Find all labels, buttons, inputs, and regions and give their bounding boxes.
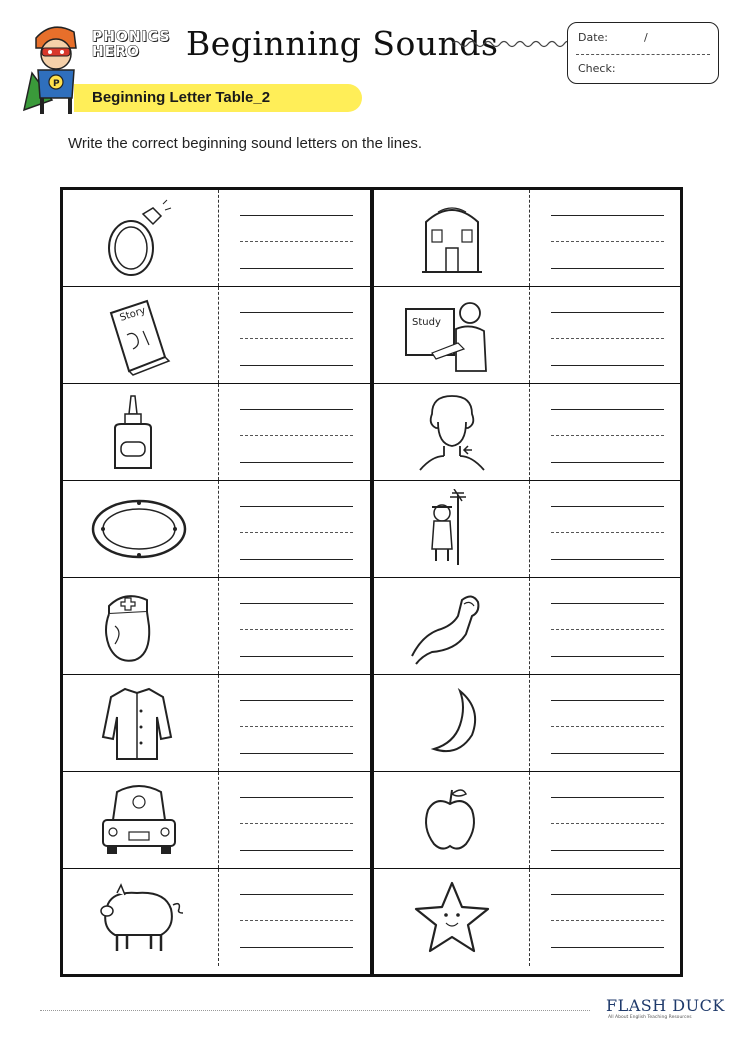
svg-text:Study: Study (412, 317, 441, 328)
chimney-sweep-icon (402, 489, 502, 571)
flash-duck-logo (606, 996, 726, 1024)
star-icon (402, 877, 502, 959)
middle-writing-line[interactable] (551, 241, 664, 242)
row-separator (218, 675, 219, 771)
row-separator (218, 578, 219, 674)
house-icon (402, 198, 502, 280)
top-writing-line[interactable] (551, 409, 664, 410)
check-label: Check: (578, 62, 616, 75)
glue-icon (91, 392, 191, 474)
table-row (63, 287, 370, 384)
apple-icon (402, 780, 502, 862)
base-writing-line[interactable] (551, 753, 664, 754)
right-column (374, 190, 681, 974)
top-writing-line[interactable] (240, 215, 353, 216)
table-row (374, 578, 681, 675)
table-row (63, 481, 370, 578)
top-writing-line[interactable] (240, 603, 353, 604)
top-writing-line[interactable] (551, 700, 664, 701)
base-writing-line[interactable] (240, 753, 353, 754)
ring-icon (91, 198, 191, 280)
middle-writing-line[interactable] (240, 629, 353, 630)
table-row (63, 675, 370, 772)
date-check-box (567, 22, 719, 84)
nurse-icon (91, 586, 191, 668)
table-row (63, 772, 370, 869)
taxi-icon (91, 780, 191, 862)
squiggle-decoration-icon (452, 38, 568, 50)
middle-writing-line[interactable] (551, 435, 664, 436)
footer-dotted-line (40, 1010, 590, 1011)
top-writing-line[interactable] (551, 894, 664, 895)
row-separator (529, 869, 530, 966)
table-row (374, 287, 681, 384)
base-writing-line[interactable] (240, 656, 353, 657)
storybook-icon (91, 295, 191, 377)
middle-writing-line[interactable] (240, 241, 353, 242)
row-separator (218, 772, 219, 868)
teacher-icon (402, 295, 502, 377)
row-separator (218, 190, 219, 286)
instruction-text: Write the correct beginning sound letters on the lines. (68, 135, 423, 152)
top-writing-line[interactable] (551, 506, 664, 507)
logo-tagline: All About English Teaching Resources (608, 1015, 692, 1020)
base-writing-line[interactable] (240, 559, 353, 560)
top-writing-line[interactable] (551, 312, 664, 313)
top-writing-line[interactable] (551, 603, 664, 604)
base-writing-line[interactable] (240, 462, 353, 463)
subtitle-text: Beginning Letter Table_2 (92, 89, 271, 106)
table-row (63, 190, 370, 287)
row-separator (218, 481, 219, 577)
middle-writing-line[interactable] (240, 726, 353, 727)
base-writing-line[interactable] (551, 656, 664, 657)
row-separator (529, 675, 530, 771)
middle-writing-line[interactable] (551, 338, 664, 339)
worksheet-title: Beginning Sounds (186, 24, 499, 63)
date-divider (576, 54, 710, 55)
neck-icon (402, 392, 502, 474)
base-writing-line[interactable] (551, 947, 664, 948)
top-writing-line[interactable] (240, 894, 353, 895)
table-row (374, 675, 681, 772)
table-row (374, 384, 681, 481)
middle-writing-line[interactable] (551, 532, 664, 533)
subtitle-banner (74, 84, 362, 112)
row-separator (529, 481, 530, 577)
row-separator (218, 384, 219, 480)
top-writing-line[interactable] (240, 506, 353, 507)
middle-writing-line[interactable] (551, 920, 664, 921)
base-writing-line[interactable] (551, 365, 664, 366)
middle-writing-line[interactable] (240, 823, 353, 824)
table-row (374, 772, 681, 869)
top-writing-line[interactable] (551, 215, 664, 216)
pig-icon (91, 877, 191, 959)
base-writing-line[interactable] (551, 850, 664, 851)
middle-writing-line[interactable] (240, 920, 353, 921)
top-writing-line[interactable] (240, 797, 353, 798)
middle-writing-line[interactable] (551, 726, 664, 727)
middle-writing-line[interactable] (240, 338, 353, 339)
table-row (63, 869, 370, 966)
top-writing-line[interactable] (240, 409, 353, 410)
table-row (374, 190, 681, 287)
date-separator: / (644, 31, 648, 44)
base-writing-line[interactable] (551, 559, 664, 560)
base-writing-line[interactable] (551, 462, 664, 463)
base-writing-line[interactable] (240, 850, 353, 851)
middle-writing-line[interactable] (240, 532, 353, 533)
table-row (63, 384, 370, 481)
middle-writing-line[interactable] (551, 629, 664, 630)
phonics-hero-brand (92, 30, 180, 70)
logo-text: FLASH DUCK (606, 996, 725, 1015)
middle-writing-line[interactable] (551, 823, 664, 824)
row-separator (529, 772, 530, 868)
row-separator (529, 578, 530, 674)
coat-icon (91, 683, 191, 765)
base-writing-line[interactable] (240, 947, 353, 948)
top-writing-line[interactable] (240, 700, 353, 701)
top-writing-line[interactable] (551, 797, 664, 798)
brand-line-1: PHONICS (92, 29, 171, 45)
brand-line-2: HERO (92, 44, 140, 60)
row-separator (529, 287, 530, 383)
arm-icon (402, 586, 502, 668)
row-separator (218, 869, 219, 966)
row-separator (529, 384, 530, 480)
table-row (374, 481, 681, 578)
base-writing-line[interactable] (240, 268, 353, 269)
oval-mirror-icon (91, 489, 191, 571)
base-writing-line[interactable] (240, 365, 353, 366)
row-separator (529, 190, 530, 286)
table-row (63, 578, 370, 675)
date-label: Date: (578, 31, 608, 44)
moon-icon (402, 683, 502, 765)
left-column (63, 190, 370, 974)
table-row (374, 869, 681, 966)
row-separator (218, 287, 219, 383)
svg-text:P: P (53, 79, 60, 89)
beginning-letter-table (60, 187, 683, 977)
svg-text:Story: Story (118, 305, 148, 324)
middle-writing-line[interactable] (240, 435, 353, 436)
base-writing-line[interactable] (551, 268, 664, 269)
top-writing-line[interactable] (240, 312, 353, 313)
